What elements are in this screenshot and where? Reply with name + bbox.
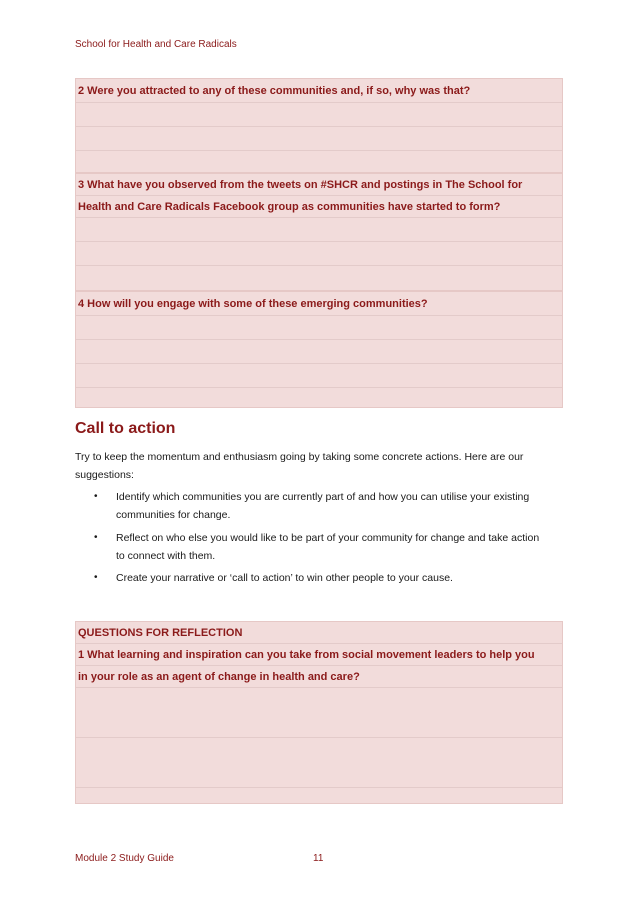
intro-line-2: suggestions: [75, 469, 134, 481]
reflection-heading: QUESTIONS FOR REFLECTION [78, 627, 243, 639]
question-4-box [75, 291, 563, 408]
question-2-title: 2 Were you attracted to any of these communities and, if so, why was that? [78, 85, 471, 97]
bullet-3-line1: Create your narrative or ‘call to action’ to win other people to your cause. [116, 572, 453, 584]
call-to-action-heading: Call to action [75, 420, 176, 437]
reflection-box [75, 621, 563, 804]
question-2-box [75, 78, 563, 173]
bullet-2-line2: to connect with them. [116, 550, 216, 562]
bullet-icon: • [94, 572, 98, 583]
bullet-icon: • [94, 532, 98, 543]
question-3-title-line2: Health and Care Radicals Facebook group as communities have started to form? [78, 201, 501, 213]
question-4-title: 4 How will you engage with some of these emerging communities? [78, 298, 428, 310]
reflection-question-line1: 1 What learning and inspiration can you take from social movement leaders to help you [78, 649, 535, 661]
footer-module-label: Module 2 Study Guide [75, 853, 174, 864]
bullet-2-line1: Reflect on who else you would like to be part of your community for change and take action [116, 532, 540, 544]
question-3-title-line1: 3 What have you observed from the tweets on #SHCR and postings in The School for [78, 179, 523, 191]
question-3-box [75, 173, 563, 291]
bullet-1-line1: Identify which communities you are currently part of and how you can utilise your existing [116, 491, 530, 503]
intro-line-1: Try to keep the momentum and enthusiasm going by taking some concrete actions. Here are our [75, 451, 524, 463]
bullet-1-line2: communities for change. [116, 509, 231, 521]
reflection-question-line2: in your role as an agent of change in health and care? [78, 671, 360, 683]
running-header: School for Health and Care Radicals [75, 39, 237, 50]
page-number: 11 [313, 853, 324, 864]
call-to-action-intro [75, 448, 555, 484]
bullet-icon: • [94, 491, 98, 502]
